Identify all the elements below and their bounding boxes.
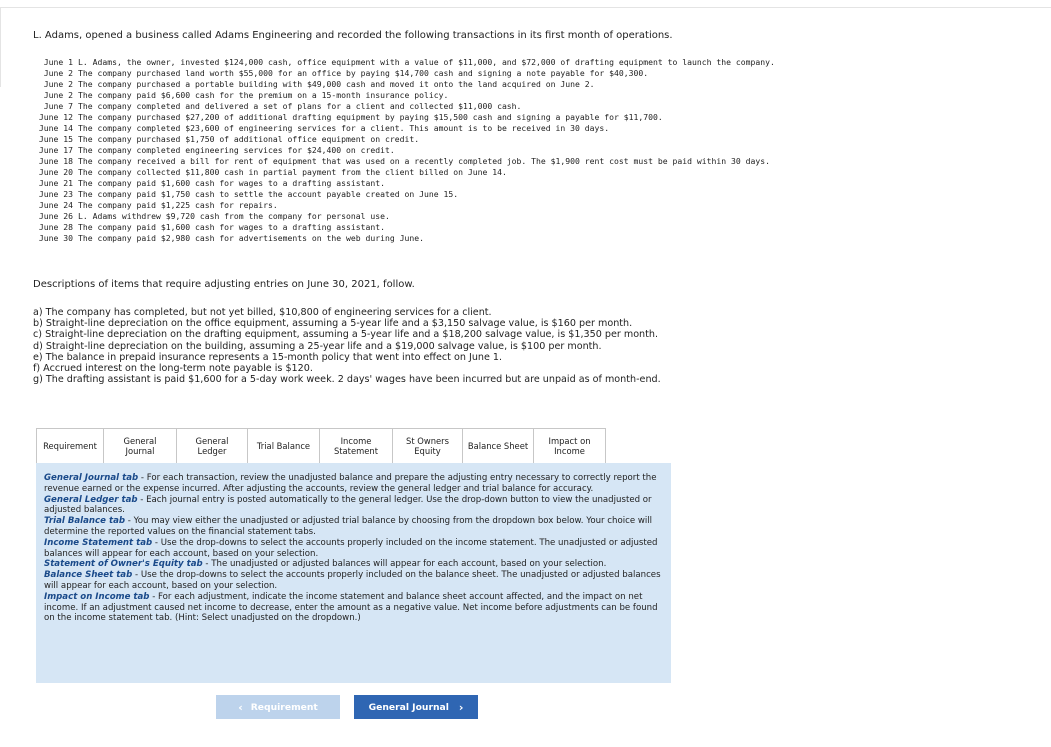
tab-label: St Owners bbox=[406, 436, 449, 446]
tab-bar bbox=[36, 428, 606, 464]
instruction-text: - For each transaction, review the unadjusted balance and prepare the adjusting entry necessary to correctly report the revenue earned or the expense incurred. After adjusting the accounts, review the general ledger and trial balance for accuracy. bbox=[44, 473, 657, 494]
tab-label-line2: Statement bbox=[333, 446, 379, 456]
instruction-text: - You may view either the unadjusted or adjusted trial balance by choosing from the dropdown box below. Your choice will determine the reported values on the financial statement tabs. bbox=[44, 516, 653, 537]
transaction-row bbox=[33, 68, 793, 79]
transaction-text: The company paid $6,600 cash for the premium on a 15-month insurance policy. bbox=[78, 90, 449, 100]
transaction-text: The company completed engineering services for $24,400 on credit. bbox=[78, 145, 395, 155]
transaction-row bbox=[33, 145, 793, 156]
top-divider bbox=[0, 7, 1051, 8]
transaction-date: June 30 bbox=[38, 233, 73, 243]
transaction-date: June 26 bbox=[38, 211, 73, 221]
tab-label: Requirement bbox=[43, 441, 97, 451]
transaction-text: The company paid $1,750 cash to settle the account payable created on June 15. bbox=[78, 189, 459, 199]
transaction-date: June 14 bbox=[38, 123, 73, 133]
transaction-row bbox=[33, 90, 793, 101]
tab-label-line2: Journal bbox=[125, 446, 155, 456]
instruction-key: Impact on Income tab bbox=[44, 591, 150, 602]
instruction-income-statement bbox=[44, 538, 663, 560]
instruction-text: - Each journal entry is posted automatically to the general ledger. Use the drop-down button to view the unadjusted or adjusted balances. bbox=[44, 494, 652, 516]
transaction-date: June 2 bbox=[43, 79, 73, 89]
tab-label: Trial Balance bbox=[256, 441, 311, 451]
transaction-text: The company paid $1,600 cash for wages to a drafting assistant. bbox=[78, 222, 385, 232]
transaction-text: L. Adams withdrew $9,720 cash from the company for personal use. bbox=[78, 211, 390, 221]
next-general-journal-button[interactable] bbox=[354, 695, 478, 719]
tab-label-line2: Income bbox=[554, 446, 585, 456]
transaction-row bbox=[33, 101, 793, 112]
transaction-text: L. Adams, the owner, invested $124,000 cash, office equipment with a value of $11,000, and $72,000 of drafting equipment to launch the company. bbox=[78, 57, 775, 67]
instruction-trial-balance bbox=[44, 516, 663, 538]
chevron-left-icon: ‹ bbox=[238, 700, 243, 714]
transaction-date: June 17 bbox=[38, 145, 73, 155]
transaction-date: June 28 bbox=[38, 222, 73, 232]
adjustment-item: f) Accrued interest on the long-term note payable is $120. bbox=[33, 363, 313, 375]
transaction-date: June 24 bbox=[38, 200, 73, 210]
transaction-date: June 12 bbox=[38, 112, 73, 122]
adjustment-item: c) Straight-line depreciation on the drafting equipment, assuming a 5-year life and a $18,200 salvage value, is $1,350 per month. bbox=[33, 329, 659, 341]
problem-intro: L. Adams, opened a business called Adams Engineering and recorded the following transactions in its first month of operations. bbox=[33, 30, 673, 41]
next-button-label: General Journal bbox=[368, 701, 449, 713]
tab-label: Balance Sheet bbox=[467, 441, 529, 451]
instruction-key: Balance Sheet tab bbox=[44, 570, 133, 581]
transaction-text: The company purchased $27,200 of additional drafting equipment by paying $15,500 cash and signing a payable for $11,700. bbox=[78, 112, 663, 122]
transaction-text: The company completed and delivered a set of plans for a client and collected $11,000 cash. bbox=[78, 101, 522, 111]
transaction-date: June 2 bbox=[43, 90, 73, 100]
transaction-row bbox=[33, 112, 793, 123]
tab-balance-sheet[interactable] bbox=[463, 428, 534, 464]
instructions-panel bbox=[36, 463, 671, 683]
tab-general-journal[interactable] bbox=[104, 428, 177, 464]
adjustments-list bbox=[33, 307, 661, 385]
instruction-text: - The unadjusted or adjusted balances will appear for each account, based on your selection. bbox=[202, 559, 607, 570]
adjustment-item: a) The company has completed, but not yet billed, $10,800 of engineering services for a client. bbox=[33, 307, 492, 318]
instruction-impact-on-income bbox=[44, 592, 663, 624]
transaction-row bbox=[33, 123, 793, 134]
tab-requirement[interactable] bbox=[36, 428, 104, 464]
instruction-general-journal bbox=[44, 473, 663, 495]
tab-label: General bbox=[195, 436, 229, 446]
transaction-row bbox=[33, 156, 793, 167]
transaction-date: June 15 bbox=[38, 134, 73, 144]
instruction-key: Income Statement tab bbox=[44, 537, 153, 548]
adjustment-item: d) Straight-line depreciation on the building, assuming a 25-year life and a $19,000 salvage value, is $100 per month. bbox=[33, 340, 602, 352]
chevron-right-icon: › bbox=[458, 700, 464, 714]
tab-label-line2: Equity bbox=[414, 446, 441, 456]
transaction-text: The company purchased $1,750 of additional office equipment on credit. bbox=[78, 134, 420, 144]
transaction-date: June 18 bbox=[38, 156, 73, 166]
transaction-date: June 21 bbox=[38, 178, 73, 188]
instruction-key: Statement of Owner's Equity tab bbox=[44, 559, 203, 570]
tab-label: General bbox=[123, 436, 157, 446]
transaction-date: June 7 bbox=[43, 101, 73, 111]
instruction-general-ledger bbox=[44, 495, 663, 517]
instruction-key: General Journal tab bbox=[44, 473, 139, 483]
transaction-date: June 23 bbox=[38, 189, 73, 199]
tab-impact-on-income[interactable] bbox=[534, 428, 606, 464]
transaction-row bbox=[33, 222, 793, 233]
tab-income-statement[interactable] bbox=[320, 428, 393, 464]
transaction-row bbox=[33, 57, 793, 68]
transaction-date: June 2 bbox=[43, 68, 73, 78]
previous-requirement-button[interactable] bbox=[216, 695, 340, 719]
transactions-list bbox=[33, 57, 793, 244]
transaction-row bbox=[33, 233, 793, 244]
tab-trial-balance[interactable] bbox=[248, 428, 320, 464]
instruction-key: General Ledger tab bbox=[44, 494, 138, 505]
previous-button-label: Requirement bbox=[250, 701, 318, 713]
transaction-text: The company collected $11,800 cash in partial payment from the client billed on June 14. bbox=[78, 167, 507, 177]
instruction-text: - Use the drop-downs to select the accounts properly included on the balance sheet. The unadjusted or adjusted balances will appear for each account, based on your selection. bbox=[44, 570, 661, 591]
tab-general-ledger[interactable] bbox=[177, 428, 248, 464]
tab-label: Income bbox=[340, 436, 372, 446]
transaction-row bbox=[33, 189, 793, 200]
tab-statement-owners-equity[interactable] bbox=[393, 428, 463, 464]
adjustment-item: g) The drafting assistant is paid $1,600 for a 5-day work week. 2 days' wages have been incurred but are unpaid as of month-end. bbox=[33, 374, 661, 386]
adjustments-title: Descriptions of items that require adjusting entries on June 30, 2021, follow. bbox=[33, 279, 415, 290]
tab-label-line2: Ledger bbox=[197, 446, 227, 456]
instruction-owners-equity bbox=[44, 559, 663, 570]
left-divider bbox=[0, 7, 1, 87]
transaction-text: The company paid $1,600 cash for wages to a drafting assistant. bbox=[78, 178, 385, 188]
tab-label: Impact on bbox=[548, 436, 591, 446]
transaction-row bbox=[33, 178, 793, 189]
instruction-text: - Use the drop-downs to select the accounts properly included on the income statement. The unadjusted or adjusted balances will appear for each account, based on your selection. bbox=[44, 537, 658, 559]
transaction-text: The company received a bill for rent of equipment that was used on a recently completed job. The $1,900 rent cost must be paid within 30 days. bbox=[78, 156, 770, 166]
transaction-row bbox=[33, 211, 793, 222]
transaction-row bbox=[33, 134, 793, 145]
transaction-text: The company purchased land worth $55,000 for an office by paying $14,700 cash and signing a note payable for $40,300. bbox=[78, 68, 649, 78]
adjustment-item: b) Straight-line depreciation on the office equipment, assuming a 5-year life and a $3,150 salvage value, is $160 per month. bbox=[33, 318, 633, 330]
transaction-date: June 1 bbox=[43, 57, 73, 67]
transaction-row bbox=[33, 200, 793, 211]
instruction-balance-sheet bbox=[44, 570, 663, 592]
transaction-date: June 20 bbox=[38, 167, 73, 177]
transaction-text: The company purchased a portable building with $49,000 cash and moved it onto the land acquired on June 2. bbox=[78, 79, 595, 89]
instruction-key: Trial Balance tab bbox=[44, 516, 126, 527]
transaction-row bbox=[33, 79, 793, 90]
transaction-row bbox=[33, 167, 793, 178]
adjustment-item: e) The balance in prepaid insurance represents a 15-month policy that went into effect on June 1. bbox=[33, 351, 503, 363]
transaction-text: The company paid $2,980 cash for advertisements on the web during June. bbox=[78, 233, 424, 243]
transaction-text: The company completed $23,600 of engineering services for a client. This amount is to be received in 30 days. bbox=[78, 123, 610, 133]
transaction-text: The company paid $1,225 cash for repairs. bbox=[78, 200, 278, 210]
instruction-text: - For each adjustment, indicate the income statement and balance sheet account affected, and the impact on net income. If an adjustment caused net income to decrease, enter the amount as a negative value. Net income before adjustments can be found on the income statement tab. (Hint: Select unadjusted on the dropdown.) bbox=[44, 591, 658, 624]
